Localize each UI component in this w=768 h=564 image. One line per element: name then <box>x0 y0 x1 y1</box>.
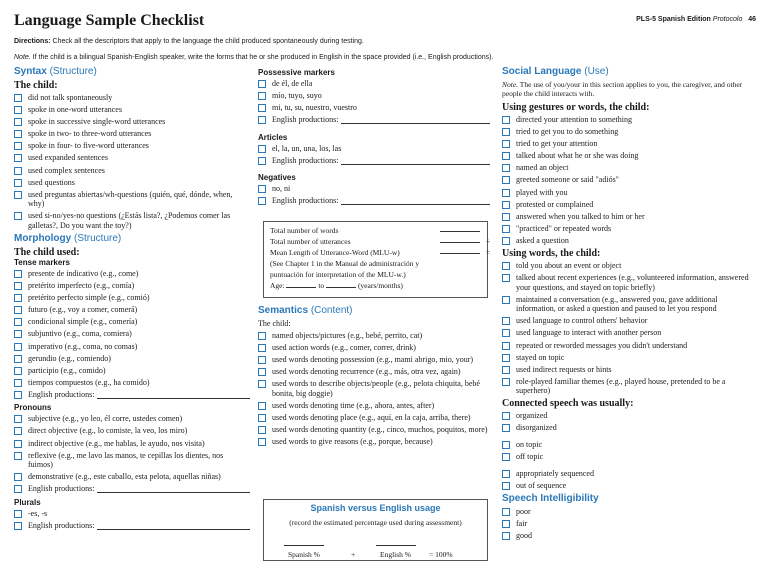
checkbox[interactable] <box>258 426 266 434</box>
words-item-label: told you about an event or object <box>516 261 622 271</box>
words-list <box>502 261 757 396</box>
mlu-mean-row: Mean Length of Utterance-Word (MLU-w) = <box>270 248 491 257</box>
english-productions-field[interactable] <box>97 521 250 530</box>
plural-list <box>14 509 250 531</box>
tense-item-label: futuro (e.g., voy a comer, comerá) <box>28 305 138 315</box>
words-item <box>502 261 757 271</box>
tense-item <box>14 305 250 315</box>
plus-sign: + <box>351 550 356 559</box>
running-header <box>636 16 756 23</box>
connected-item-label: on topic <box>516 439 542 449</box>
checkbox[interactable] <box>502 296 510 304</box>
gesture-item <box>502 151 757 161</box>
checkbox[interactable] <box>502 213 510 221</box>
gesture-item-label: talked about what he or she was doing <box>516 151 639 161</box>
plural-item <box>14 509 250 519</box>
checkbox[interactable] <box>502 520 510 528</box>
mlu-words-field[interactable] <box>440 231 480 232</box>
intelligibility-heading: Speech Intelligibility <box>502 492 599 504</box>
social-note: Note. The use of you/your in this section applies to you, the caregiver, and other people the child interacts with. <box>502 80 743 98</box>
words-item-label: talked about recent experiences (e.g., volunteered information, answered your questions, and stayed on topic briefly) <box>516 273 749 292</box>
connected-item-label: appropriately sequenced <box>516 468 594 478</box>
possessive-item <box>258 103 490 113</box>
checkbox[interactable] <box>14 318 22 326</box>
intelligibility-list <box>502 507 757 541</box>
checkbox[interactable] <box>258 116 266 124</box>
words-item <box>502 316 757 326</box>
checkbox[interactable] <box>502 378 510 386</box>
connected-item-label: out of sequence <box>516 480 567 490</box>
tense-item-label: condicional simple (e.g., comería) <box>28 317 138 327</box>
checkbox[interactable] <box>14 191 22 199</box>
checkbox[interactable] <box>502 274 510 282</box>
semantics-list <box>258 331 490 447</box>
tense-item <box>14 317 250 327</box>
semantics-item <box>258 331 490 341</box>
connected-item <box>502 423 757 433</box>
checkbox[interactable] <box>258 402 266 410</box>
mlu-total-words-row: Total number of words <box>270 225 481 236</box>
checkbox[interactable] <box>14 142 22 150</box>
mlu-age-row: Age: to (years/months) <box>270 281 403 290</box>
connected-item <box>502 452 757 462</box>
pronoun-item-label: demonstrative (e.g., este caballo, esta pelota, aquellas niñas) <box>28 472 221 482</box>
english-productions-field[interactable] <box>97 484 250 493</box>
mlu-utterances-field[interactable] <box>440 242 480 243</box>
checkbox[interactable] <box>258 380 266 388</box>
gesture-item <box>502 224 757 234</box>
gesture-item-label: asked a question <box>516 235 569 245</box>
words-item <box>502 273 757 292</box>
spanish-english-subtitle: (record the estimated percentage used during assessment) <box>289 518 462 527</box>
gesture-item <box>502 163 757 173</box>
syntax-item <box>14 141 250 151</box>
tense-item-label: subjuntivo (e.g., coma, comiera) <box>28 329 132 339</box>
semantics-item <box>258 343 490 353</box>
checkbox[interactable] <box>14 270 22 278</box>
checkbox[interactable] <box>14 118 22 126</box>
gestures-heading: Using gestures or words, the child: <box>502 102 650 113</box>
words-item-label: maintained a conversation (e.g., answered you, gave additional information, or asked a question and paused to let you respond <box>516 294 718 314</box>
pronoun-item <box>14 484 250 494</box>
note-text: If the child is a bilingual Spanish-English speaker, write the forms that he or she produced in English in the space provided (i.e., English productions). <box>32 54 494 61</box>
english-percent-label: English % <box>380 550 412 559</box>
page-title: Language Sample Checklist <box>14 12 205 29</box>
checkbox[interactable] <box>502 164 510 172</box>
directions-label: Directions: <box>14 38 51 45</box>
possessive-list <box>258 79 490 125</box>
article-item <box>258 156 490 166</box>
total-label: = 100% <box>429 550 453 559</box>
words-item <box>502 353 757 363</box>
header-brand: PLS-5 Spanish Edition <box>636 16 711 23</box>
pronoun-item-label: direct objective (e.g., lo comiste, la veo, los miro) <box>28 426 188 436</box>
semantics-item-label: used words denoting place (e.g., aquí, en la caja, arriba, there) <box>272 413 471 423</box>
semantics-item-label: named objects/pictures (e.g., bebé, perrito, cat) <box>272 331 423 340</box>
words-item-label: used indirect requests or hints <box>516 364 612 374</box>
checkbox[interactable] <box>258 185 266 193</box>
checkbox[interactable] <box>502 329 510 337</box>
pronoun-item <box>14 451 250 470</box>
directions <box>14 38 364 45</box>
english-percent-field[interactable] <box>376 545 416 546</box>
checkbox[interactable] <box>502 152 510 160</box>
possessive-item <box>258 91 490 101</box>
checkbox[interactable] <box>14 294 22 302</box>
checkbox[interactable] <box>502 470 510 478</box>
connected-item-label: organized <box>516 411 548 421</box>
checkbox[interactable] <box>502 262 510 270</box>
semantics-child-label: The child: <box>258 319 291 328</box>
tense-item-label: English productions: <box>28 389 95 399</box>
syntax-item-label: used questions <box>28 177 75 187</box>
checkbox[interactable] <box>502 508 510 516</box>
tense-item-label: tiempos compuestos (e.g., ha comido) <box>28 377 150 387</box>
syntax-heading: Syntax (Structure) <box>14 66 97 77</box>
intelligibility-item-label: good <box>516 530 532 540</box>
possessive-item-label: mío, tuyo, suyo <box>272 91 322 101</box>
possessive-heading: Possessive markers <box>258 68 335 77</box>
checkbox[interactable] <box>14 306 22 314</box>
intelligibility-item-label: poor <box>516 506 531 516</box>
tense-item <box>14 342 250 352</box>
gesture-item-label: tried to get your attention <box>516 139 598 149</box>
checkbox[interactable] <box>502 189 510 197</box>
semantics-item-label: used words denoting time (e.g., ahora, antes, after) <box>272 400 435 410</box>
tense-markers-heading: Tense markers <box>14 257 70 267</box>
semantics-item-label: used words denoting possession (e.g., mami abrigo, mio, your) <box>272 355 474 365</box>
gesture-item <box>502 236 757 246</box>
english-productions-field[interactable] <box>97 390 250 399</box>
checkbox[interactable] <box>502 317 510 325</box>
checkbox[interactable] <box>14 473 22 481</box>
checkbox[interactable] <box>502 441 510 449</box>
mlu-see-line-2: puntuación for interpretation of the MLU-w.) <box>270 270 406 279</box>
english-productions-field[interactable] <box>341 196 490 205</box>
article-item <box>258 144 490 154</box>
words-item <box>502 341 757 351</box>
syntax-item-label: spoke in two- to three-word utterances <box>28 129 152 139</box>
pronoun-item <box>14 414 250 424</box>
gestures-list <box>502 115 757 245</box>
checkbox[interactable] <box>14 355 22 363</box>
possessive-item <box>258 79 490 89</box>
age-from-field[interactable] <box>286 287 316 288</box>
words-item-label: role-played familiar themes (e.g., played house, pretended to be a superhero) <box>516 376 726 396</box>
tense-item-label: imperativo (e.g., coma, no comas) <box>28 341 138 351</box>
article-item-label: el, la, un, una, los, las <box>272 143 342 153</box>
words-heading: Using words, the child: <box>502 248 601 260</box>
plural-item-label: -es, -s <box>28 508 48 518</box>
checkbox[interactable] <box>502 225 510 233</box>
checkbox[interactable] <box>258 92 266 100</box>
gesture-item <box>502 212 757 222</box>
syntax-item-label: used complex sentences <box>28 165 105 175</box>
checkbox[interactable] <box>258 80 266 88</box>
note <box>14 54 493 61</box>
checkbox[interactable] <box>502 354 510 362</box>
intelligibility-item <box>502 531 757 541</box>
pronoun-list <box>14 414 250 493</box>
syntax-item <box>14 93 250 103</box>
tense-item-label: participio (e.g., comido) <box>28 365 106 375</box>
syntax-item <box>14 105 250 115</box>
gesture-item <box>502 188 757 198</box>
checkbox[interactable] <box>502 453 510 461</box>
words-item-label: used language to control others' behavior <box>516 316 648 326</box>
semantics-item <box>258 355 490 365</box>
tense-item-label: presente de indicativo (e.g., come) <box>28 268 139 278</box>
syntax-item <box>14 211 250 230</box>
spanish-percent-field[interactable] <box>284 545 324 546</box>
header-subtitle: Protocolo <box>712 16 743 23</box>
column-middle <box>258 66 490 209</box>
mlu-see-line-1: (See Chapter 1 in the Manual de administración y <box>270 259 420 268</box>
gesture-item <box>502 175 757 185</box>
syntax-item <box>14 153 250 163</box>
checkbox[interactable] <box>14 212 22 220</box>
words-item <box>502 365 757 375</box>
checkbox[interactable] <box>14 391 22 399</box>
checkbox[interactable] <box>14 130 22 138</box>
checkbox[interactable] <box>14 440 22 448</box>
semantics-item-label: used words to describe objects/people (e.g., pelota chiquita, bebé bonita, big doggie) <box>272 379 480 398</box>
tense-item <box>14 354 250 364</box>
morphology-heading: Morphology (Structure) <box>14 232 122 244</box>
checkbox[interactable] <box>14 427 22 435</box>
checkbox[interactable] <box>14 330 22 338</box>
equals-sign: = <box>486 248 491 257</box>
negatives-heading: Negatives <box>258 173 296 183</box>
checkbox[interactable] <box>14 179 22 187</box>
semantics-item <box>258 379 490 398</box>
words-item <box>502 328 757 338</box>
plural-item <box>14 521 250 531</box>
intelligibility-item <box>502 507 757 517</box>
tense-item <box>14 293 250 303</box>
semantics-item <box>258 413 490 423</box>
syntax-item-label: did not talk spontaneously <box>28 93 113 102</box>
words-item <box>502 377 757 396</box>
articles-heading: Articles <box>258 132 288 142</box>
checkbox[interactable] <box>14 415 22 423</box>
words-item-label: stayed on topic <box>516 352 565 362</box>
checkbox[interactable] <box>258 356 266 364</box>
pronoun-item <box>14 439 250 449</box>
syntax-item <box>14 166 250 176</box>
checkbox[interactable] <box>258 414 266 422</box>
semantics-section <box>258 305 490 449</box>
checkbox[interactable] <box>14 154 22 162</box>
morphology-child-label: The child used: <box>14 246 80 258</box>
checkbox[interactable] <box>502 140 510 148</box>
negative-item-label: no, ni <box>272 184 291 194</box>
checkbox[interactable] <box>258 368 266 376</box>
checkbox[interactable] <box>14 106 22 114</box>
syntax-item-label: used expanded sentences <box>28 153 108 163</box>
syntax-list <box>14 93 250 230</box>
page-number: 46 <box>748 16 756 23</box>
divide-sign: ÷ <box>486 237 491 246</box>
connected-item <box>502 440 757 450</box>
possessive-item-label: mi, tu, su, nuestro, vuestro <box>272 103 357 113</box>
column-left <box>14 66 250 533</box>
plurals-heading: Plurals <box>14 497 41 507</box>
syntax-item-label: used si-no/yes-no questions (¿Estás lista?, ¿Podemos comer las galletas?, Do you want the toy?) <box>28 211 231 230</box>
directions-text: Check all the descriptors that apply to the language the child produced spontaneously during testing. <box>52 38 364 45</box>
checkbox[interactable] <box>502 342 510 350</box>
tense-item <box>14 269 250 279</box>
gesture-item-label: directed your attention to something <box>516 115 632 124</box>
pronoun-item-label: subjective (e.g., yo leo, él corre, ustedes comen) <box>28 414 183 424</box>
pronoun-item-label: indirect objective (e.g., me hablas, le ayudo, nos visita) <box>28 438 205 448</box>
mlu-total-utterances-row: Total number of utterances ÷ <box>270 237 491 246</box>
semantics-heading: Semantics (Content) <box>258 305 353 316</box>
syntax-item-label: spoke in successive single-word utterances <box>28 117 166 127</box>
checkbox[interactable] <box>14 282 22 290</box>
checkbox[interactable] <box>502 424 510 432</box>
tense-item <box>14 378 250 388</box>
english-productions-field[interactable] <box>341 115 490 124</box>
tense-item-label: pretérito perfecto simple (e.g., comió) <box>28 293 150 303</box>
syntax-item <box>14 129 250 139</box>
gesture-item-label: answered when you talked to him or her <box>516 211 645 221</box>
connected-item <box>502 469 757 479</box>
spanish-percent-label: Spanish % <box>288 550 320 559</box>
gesture-item-label: "practiced" or repeated words <box>516 223 612 233</box>
pronoun-item-label: reflexive (e.g., me lavo las manos, te cepillas los dientes, nos fuimos) <box>28 450 224 470</box>
syntax-item-label: spoke in one-word utterances <box>28 105 122 115</box>
gesture-item-label: greeted someone or said "adiós" <box>516 175 619 185</box>
syntax-item-label: used preguntas abiertas/wh-questions (quién, qué, dónde, when, why) <box>28 189 233 209</box>
tense-item-label: gerundio (e.g., comiendo) <box>28 353 111 363</box>
column-right <box>502 66 757 543</box>
semantics-item-label: used words denoting recurrence (e.g., más, otra vez, again) <box>272 367 461 377</box>
checkbox[interactable] <box>502 412 510 420</box>
checkbox[interactable] <box>502 128 510 136</box>
checkbox[interactable] <box>14 522 22 530</box>
articles-list <box>258 144 490 166</box>
checkbox[interactable] <box>258 197 266 205</box>
connected-item-label: disorganized <box>516 423 557 433</box>
checkbox[interactable] <box>258 157 266 165</box>
checkbox[interactable] <box>502 116 510 124</box>
mlu-box <box>263 221 491 298</box>
possessive-item <box>258 115 490 125</box>
tense-item <box>14 366 250 376</box>
negative-item <box>258 196 490 206</box>
checkbox[interactable] <box>502 532 510 540</box>
gesture-item-label: played with you <box>516 187 568 197</box>
checkbox[interactable] <box>502 482 510 490</box>
connected-item <box>502 411 757 421</box>
semantics-item-label: used words denoting quantity (e.g., cinco, muchos, poquitos, more) <box>272 425 488 435</box>
tense-item-label: pretérito imperfecto (e.g., comía) <box>28 281 135 291</box>
words-item-label: used language to interact with another person <box>516 328 662 338</box>
pronoun-item <box>14 472 250 482</box>
semantics-item <box>258 425 490 435</box>
mlu-mean-field[interactable] <box>440 253 480 254</box>
gesture-item <box>502 139 757 149</box>
semantics-item-label: used words to give reasons (e.g., porque, because) <box>272 437 433 447</box>
checkbox[interactable] <box>258 104 266 112</box>
age-to-field[interactable] <box>326 287 356 288</box>
negatives-list <box>258 184 490 206</box>
gesture-item <box>502 115 757 125</box>
intelligibility-item-label: fair <box>516 518 528 528</box>
gesture-item <box>502 127 757 137</box>
possessive-item-label: de él, de ella <box>272 79 313 88</box>
negative-item-label: English productions: <box>272 196 339 206</box>
checkbox[interactable] <box>258 145 266 153</box>
semantics-item-label: used action words (e.g., comer, correr, drink) <box>272 343 416 353</box>
checkbox[interactable] <box>258 332 266 340</box>
checkbox[interactable] <box>14 379 22 387</box>
spanish-english-title: Spanish versus English usage <box>310 503 441 513</box>
gesture-item-label: named an object <box>516 163 569 173</box>
checkbox[interactable] <box>14 167 22 175</box>
tense-item <box>14 390 250 400</box>
pronouns-heading: Pronouns <box>14 403 52 413</box>
intelligibility-item <box>502 519 757 529</box>
checkbox[interactable] <box>502 201 510 209</box>
checkbox[interactable] <box>14 94 22 102</box>
semantics-item <box>258 437 490 447</box>
words-item <box>502 295 757 314</box>
syntax-item <box>14 178 250 188</box>
connected-list <box>502 411 757 490</box>
negative-item <box>258 184 490 194</box>
checkbox[interactable] <box>258 344 266 352</box>
pronoun-item <box>14 426 250 436</box>
syntax-item-label: spoke in four- to five-word utterances <box>28 141 149 151</box>
tense-list <box>14 269 250 399</box>
tense-item <box>14 281 250 291</box>
syntax-item <box>14 117 250 127</box>
possessive-item-label: English productions: <box>272 115 339 125</box>
syntax-child-label: The child: <box>14 80 58 91</box>
connected-item <box>502 481 757 491</box>
semantics-item <box>258 401 490 411</box>
social-language-heading: Social Language (Use) <box>502 66 609 77</box>
gesture-item-label: tried to get you to do something <box>516 127 619 137</box>
checkbox[interactable] <box>14 510 22 518</box>
gesture-item <box>502 200 757 210</box>
checkbox[interactable] <box>14 485 22 493</box>
plural-item-label: English productions: <box>28 520 95 530</box>
gesture-item-label: protested or complained <box>516 199 594 209</box>
note-label: Note. <box>14 54 31 61</box>
english-productions-field[interactable] <box>341 156 490 165</box>
checkbox[interactable] <box>14 343 22 351</box>
checkbox[interactable] <box>14 452 22 460</box>
words-item-label: repeated or reworded messages you didn't understand <box>516 340 688 350</box>
checkbox[interactable] <box>502 176 510 184</box>
connected-item-label: off topic <box>516 452 544 462</box>
checkbox[interactable] <box>502 366 510 374</box>
checkbox[interactable] <box>14 367 22 375</box>
spanish-english-box <box>263 499 488 561</box>
syntax-item <box>14 190 250 209</box>
semantics-item <box>258 367 490 377</box>
tense-item <box>14 329 250 339</box>
checkbox[interactable] <box>502 237 510 245</box>
checkbox[interactable] <box>258 438 266 446</box>
connected-speech-heading: Connected speech was usually: <box>502 398 634 410</box>
pronoun-item-label: English productions: <box>28 484 95 494</box>
article-item-label: English productions: <box>272 155 339 165</box>
